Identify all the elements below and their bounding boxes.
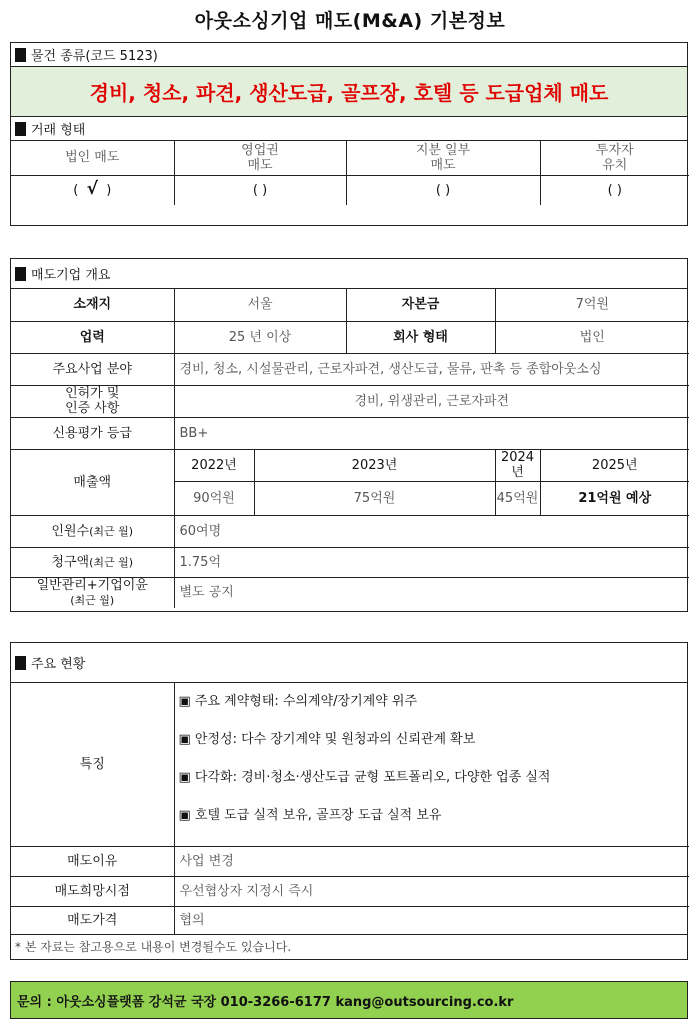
overview-header bbox=[11, 259, 687, 289]
deal-type-header-label: 거래 형태 bbox=[31, 123, 86, 138]
square-bullet-icon bbox=[15, 48, 26, 62]
sales-year-2023: 2023년 bbox=[254, 449, 495, 481]
square-bullet-icon bbox=[15, 656, 26, 670]
overview-table bbox=[11, 289, 689, 608]
business-label: 주요사업 분야 bbox=[11, 353, 174, 385]
company-type-label: 회사 형태 bbox=[346, 321, 495, 353]
item-type-section bbox=[10, 42, 688, 226]
status-header-label: 주요 현황 bbox=[31, 657, 86, 672]
item-type-banner: 경비, 청소, 파견, 생산도급, 골프장, 호텔 등 도급업체 매도 bbox=[11, 67, 687, 117]
credit-label: 신용평가 등급 bbox=[11, 417, 174, 449]
feature-item: ▣ 안정성: 다수 장기계약 및 원청과의 신뢰관계 확보 bbox=[178, 732, 476, 747]
sales-year-2024: 2024년 bbox=[495, 449, 540, 481]
location-label: 소재지 bbox=[11, 289, 174, 321]
staff-value: 60여명 bbox=[174, 515, 689, 547]
deal-type-investor-mark: ( ) bbox=[540, 175, 689, 205]
capital-value: 7억원 bbox=[495, 289, 689, 321]
deal-type-partial-equity-label: 지분 일부 매도 bbox=[346, 141, 540, 175]
sales-value-2025: 21억원 예상 bbox=[540, 481, 689, 515]
feature-item: ▣ 호텔 도급 실적 보유, 골프장 도급 실적 보유 bbox=[178, 808, 442, 823]
features-label: 특징 bbox=[11, 683, 174, 846]
deal-type-goodwill-mark: ( ) bbox=[174, 175, 346, 205]
billing-label: 청구액(최근 월) bbox=[11, 547, 174, 577]
contact-bar: 문의 : 아웃소싱플랫폼 강석균 국장 010-3266-6177 kang@outsourcing.co.kr bbox=[10, 981, 688, 1019]
page-title: 아웃소싱기업 매도(M&A) 기본정보 bbox=[194, 10, 506, 32]
license-label: 인허가 및 인증 사항 bbox=[11, 385, 174, 417]
credit-value: BB+ bbox=[174, 417, 689, 449]
history-label: 업력 bbox=[11, 321, 174, 353]
sales-value-2022: 90억원 bbox=[174, 481, 254, 515]
deal-type-header bbox=[11, 117, 687, 141]
reason-label: 매도이유 bbox=[11, 846, 174, 876]
deal-type-corporate-label: 법인 매도 bbox=[11, 141, 174, 175]
margin-label: 일반관리+기업이윤 (최근 월) bbox=[11, 577, 174, 608]
price-value: 협의 bbox=[174, 906, 689, 934]
business-value: 경비, 청소, 시설물관리, 근로자파견, 생산도급, 물류, 판촉 등 종합아웃소싱 bbox=[174, 353, 689, 385]
item-type-header bbox=[11, 43, 687, 67]
deal-type-investor-label: 투자자 유치 bbox=[540, 141, 689, 175]
square-bullet-icon bbox=[15, 122, 26, 136]
company-type-value: 법인 bbox=[495, 321, 689, 353]
overview-header-label: 매도기업 개요 bbox=[31, 268, 111, 283]
margin-value: 별도 공지 bbox=[174, 577, 689, 608]
reason-value: 사업 변경 bbox=[174, 846, 689, 876]
timing-label: 매도희망시점 bbox=[11, 876, 174, 906]
deal-type-corporate-mark: ( √ ) bbox=[11, 175, 174, 205]
feature-item: ▣ 주요 계약형태: 수의계약/장기계약 위주 bbox=[178, 694, 417, 709]
sales-year-2025: 2025년 bbox=[540, 449, 689, 481]
location-value: 서울 bbox=[174, 289, 346, 321]
capital-label: 자본금 bbox=[346, 289, 495, 321]
sales-label: 매출액 bbox=[11, 449, 174, 515]
history-value: 25 년 이상 bbox=[174, 321, 346, 353]
license-value: 경비, 위생관리, 근로자파견 bbox=[174, 385, 689, 417]
staff-label: 인원수(최근 월) bbox=[11, 515, 174, 547]
deal-type-table bbox=[11, 141, 689, 205]
check-icon: √ bbox=[86, 179, 98, 200]
overview-section bbox=[10, 258, 688, 612]
sales-year-2022: 2022년 bbox=[174, 449, 254, 481]
features-list bbox=[174, 683, 689, 846]
sales-value-2023: 75억원 bbox=[254, 481, 495, 515]
feature-item: ▣ 다각화: 경비·청소·생산도급 균형 포트폴리오, 다양한 업종 실적 bbox=[178, 770, 551, 785]
deal-type-goodwill-label: 영업권 매도 bbox=[174, 141, 346, 175]
price-label: 매도가격 bbox=[11, 906, 174, 934]
deal-type-partial-equity-mark: ( ) bbox=[346, 175, 540, 205]
status-table bbox=[11, 683, 689, 934]
square-bullet-icon bbox=[15, 267, 26, 281]
billing-value: 1.75억 bbox=[174, 547, 689, 577]
status-section bbox=[10, 642, 688, 960]
status-header bbox=[11, 643, 687, 683]
sales-value-2024: 45억원 bbox=[495, 481, 540, 515]
timing-value: 우선협상자 지정시 즉시 bbox=[174, 876, 689, 906]
item-type-header-label: 물건 종류(코드 5123) bbox=[31, 49, 158, 64]
disclaimer-note: * 본 자료는 참고용으로 내용이 변경될수도 있습니다. bbox=[11, 934, 687, 958]
